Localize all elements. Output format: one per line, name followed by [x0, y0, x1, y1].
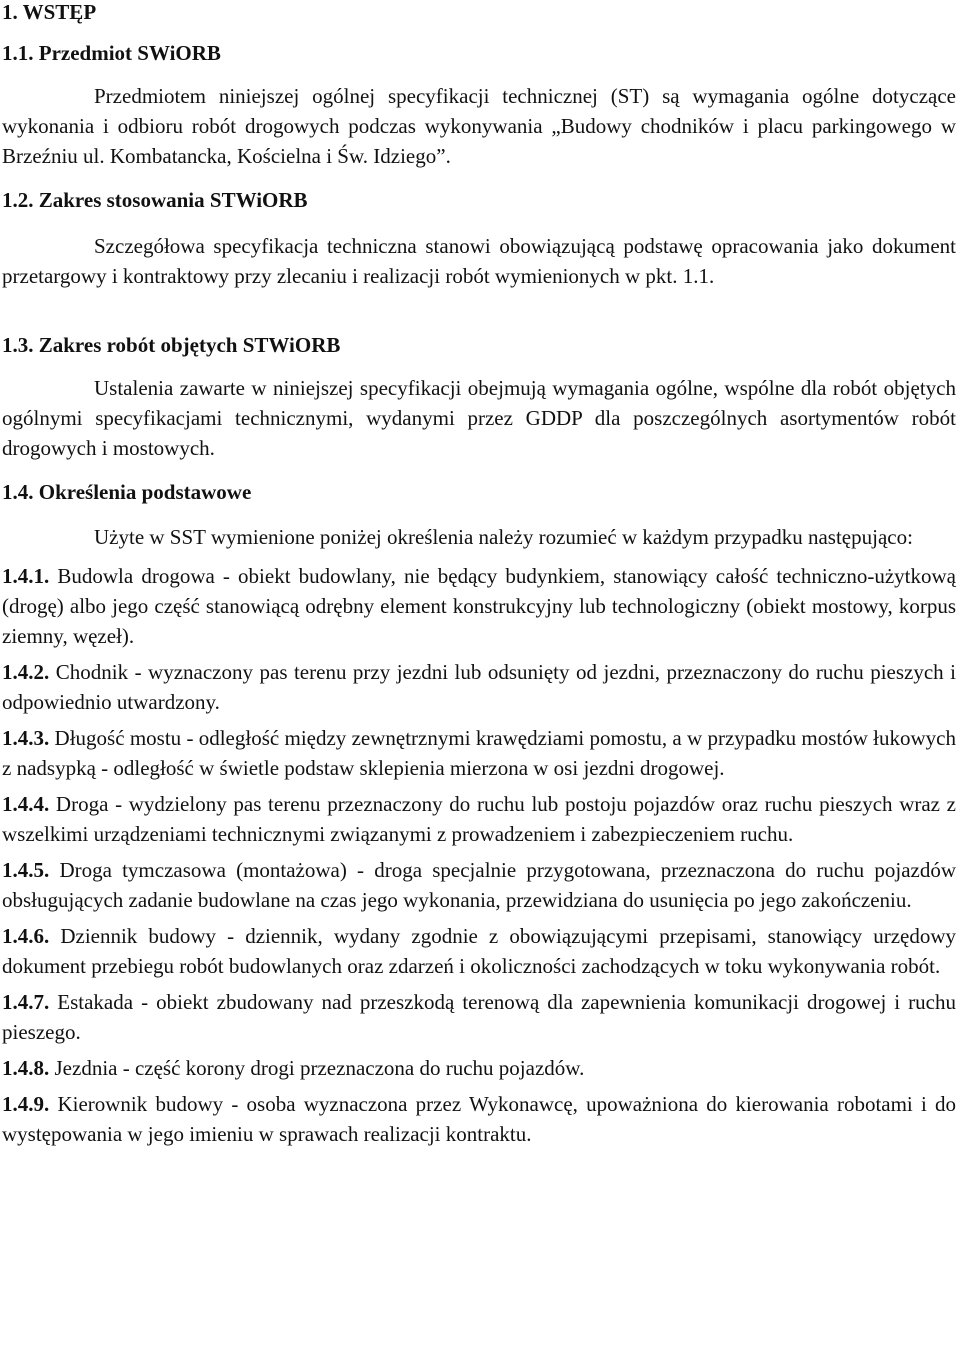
- definition-number: 1.4.4.: [2, 792, 50, 816]
- section-heading-1-2: 1.2. Zakres stosowania STWiORB: [2, 188, 308, 212]
- definition-item: [2, 657, 956, 717]
- definition-number: 1.4.9.: [2, 1092, 50, 1116]
- definition-number: 1.4.3.: [2, 726, 50, 750]
- section-intro-1-4: Użyte w SST wymienione poniżej określenia należy rozumieć w każdym przypadku następująco:: [94, 525, 913, 549]
- definition-item: [2, 723, 956, 783]
- definition-text: Chodnik - wyznaczony pas terenu przy jezdni lub odsunięty od jezdni, przeznaczony do ruchu pieszych i odpowiednio utwardzony.: [2, 660, 957, 714]
- definition-item: [2, 789, 956, 849]
- definition-text: Estakada - obiekt zbudowany nad przeszkodą terenową dla zapewnienia komunikacji drogowej i ruchu pieszego.: [2, 990, 956, 1044]
- section-heading-1-4: 1.4. Określenia podstawowe: [2, 480, 252, 504]
- section-heading-1-3: 1.3. Zakres robót objętych STWiORB: [2, 333, 341, 357]
- section-heading-1-1: 1.1. Przedmiot SWiORB: [2, 41, 221, 65]
- definition-number: 1.4.1.: [2, 564, 50, 588]
- section-body-1-2: Szczegółowa specyfikacja techniczna stanowi obowiązującą podstawę opracowania jako dokument przetargowy i kontraktowy przy zlecaniu i realizacji robót wymienionych w pkt. 1.1.: [2, 234, 956, 288]
- definition-item: [2, 921, 956, 981]
- definition-text: Droga - wydzielony pas terenu przeznaczony do ruchu lub postoju pojazdów oraz ruchu pieszych wraz z wszelkimi urządzeniami technicznymi związanymi z prowadzeniem i zabezpieczeniem ruchu.: [2, 792, 956, 846]
- definition-item: [2, 855, 956, 915]
- definition-text: Dziennik budowy - dziennik, wydany zgodnie z obowiązującymi przepisami, stanowiący urzędowy dokument przebiegu robót budowlanych oraz zdarzeń i okoliczności zachodzących w toku wykonywania robót.: [2, 924, 956, 978]
- definition-number: 1.4.2.: [2, 660, 50, 684]
- definition-item: [2, 561, 956, 651]
- definition-item: [2, 1089, 956, 1149]
- definition-number: 1.4.6.: [2, 924, 50, 948]
- definition-number: 1.4.7.: [2, 990, 50, 1014]
- definitions-list: [2, 561, 956, 1149]
- definition-item: [2, 987, 956, 1047]
- definition-text: Kierownik budowy - osoba wyznaczona przez Wykonawcę, upoważniona do kierowania robotami i do występowania w jego imieniu w sprawach realizacji kontraktu.: [2, 1092, 957, 1146]
- section-body-1-1: Przedmiotem niniejszej ogólnej specyfikacji technicznej (ST) są wymagania ogólne dotyczące wykonania i odbioru robót drogowych podczas wykonywania „Budowy chodników i placu parkingowego w Brzeźniu ul. Kombatancka, Kościelna i Św. Idziego”.: [2, 84, 956, 168]
- definition-text: Budowla drogowa - obiekt budowlany, nie będący budynkiem, stanowiący całość techniczno-użytkową (drogę) albo jego część stanowiącą odrębny element konstrukcyjny lub technologiczny (obiekt mostowy, korpus ziemny, węzeł).: [2, 564, 956, 648]
- definition-number: 1.4.8.: [2, 1056, 50, 1080]
- definition-number: 1.4.5.: [2, 858, 50, 882]
- section-body-1-3: Ustalenia zawarte w niniejszej specyfikacji obejmują wymagania ogólne, wspólne dla robót objętych ogólnymi specyfikacjami technicznymi, wydanymi przez GDDP dla poszczególnych asortymentów robót drogowych i mostowych.: [2, 376, 956, 460]
- definition-text: Droga tymczasowa (montażowa) - droga specjalnie przygotowana, przeznaczona do ruchu pojazdów obsługujących zadanie budowlane na czas jego wykonania, przewidziana do usunięcia po jego zakończeniu.: [2, 858, 957, 912]
- definition-item: [2, 1053, 956, 1083]
- definition-text: Jezdnia - część korony drogi przeznaczona do ruchu pojazdów.: [54, 1056, 585, 1080]
- chapter-heading: 1. WSTĘP: [2, 0, 97, 24]
- definition-text: Długość mostu - odległość między zewnętrznymi krawędziami pomostu, a w przypadku mostów łukowych z nadsypką - odległość w świetle podstaw sklepienia mierzona w osi jezdni drogowej.: [2, 726, 957, 780]
